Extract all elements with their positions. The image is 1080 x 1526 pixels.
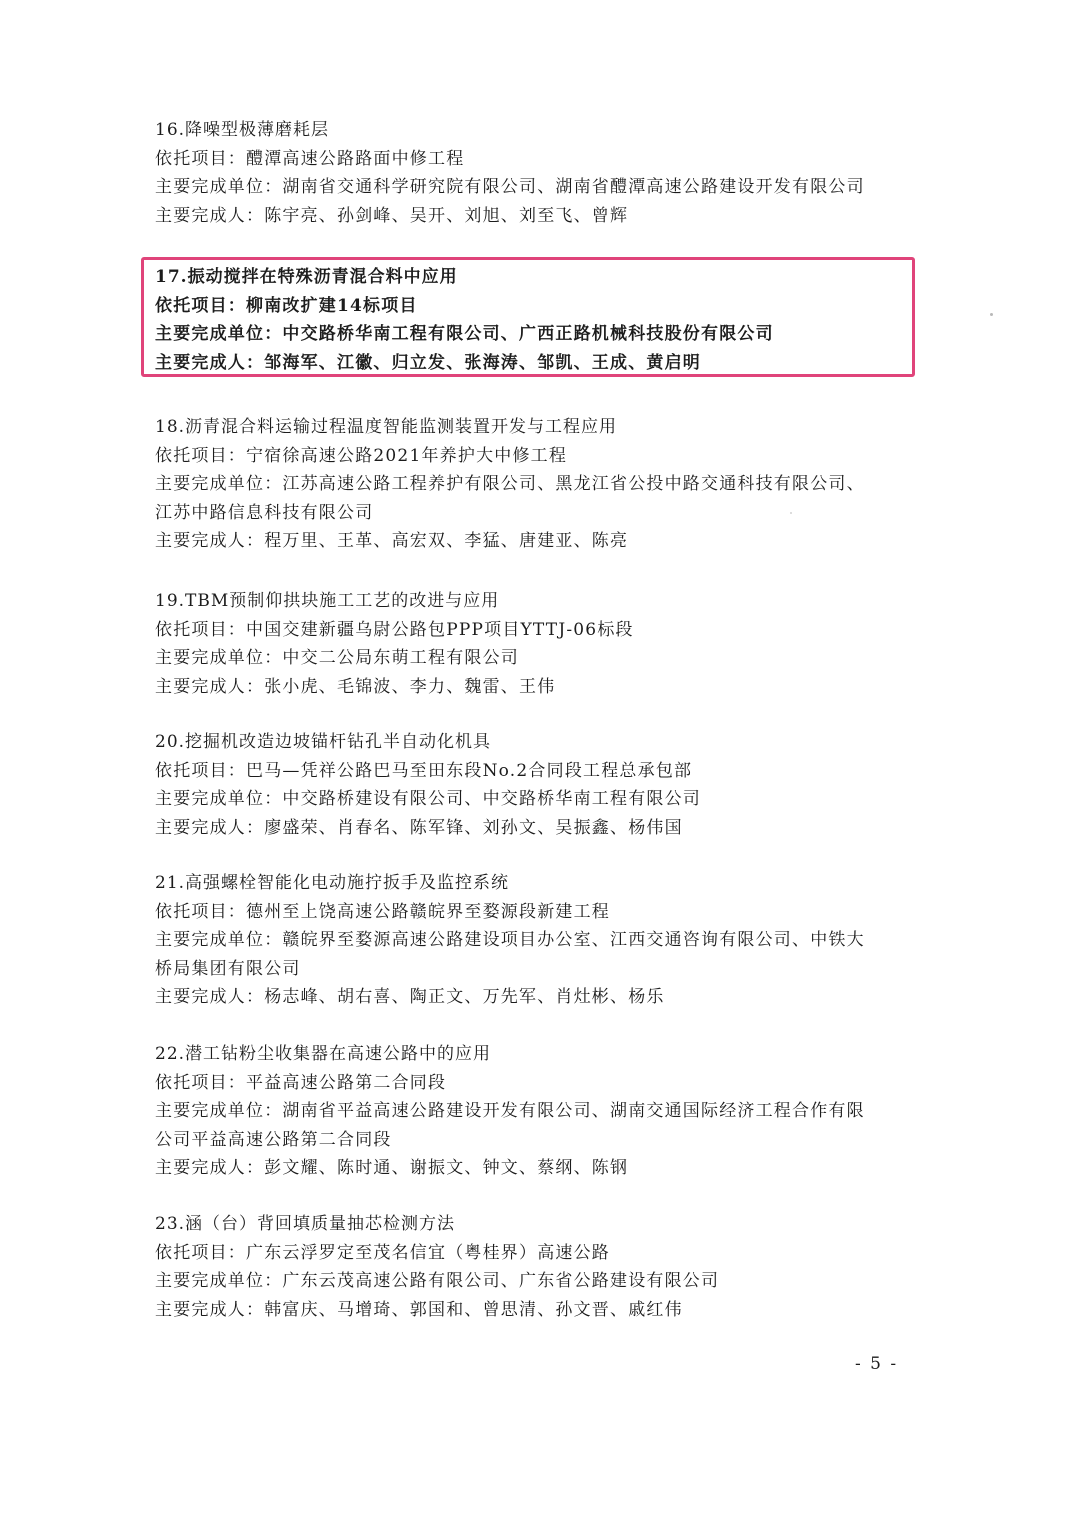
entry-project: 依托项目：宁宿徐高速公路2021年养护大中修工程 bbox=[155, 445, 568, 466]
award-entry-22 bbox=[155, 1040, 925, 1183]
entry-project: 依托项目：平益高速公路第二合同段 bbox=[155, 1072, 447, 1093]
award-entry-16 bbox=[155, 116, 925, 230]
award-entry-20 bbox=[155, 728, 925, 842]
entry-title: 21.高强螺栓智能化电动施拧扳手及监控系统 bbox=[155, 873, 510, 893]
entry-title: 16.降噪型极薄磨耗层 bbox=[155, 120, 330, 140]
entry-people: 主要完成人：程万里、王革、高宏双、李猛、唐建亚、陈亮 bbox=[155, 531, 629, 551]
entry-units: 主要完成单位：广东云茂高速公路有限公司、广东省公路建设有限公司 bbox=[155, 1271, 720, 1291]
entry-units: 主要完成单位：湖南省交通科学研究院有限公司、湖南省醴潭高速公路建设开发有限公司 bbox=[155, 177, 865, 197]
entry-title: 19.TBM预制仰拱块施工工艺的改进与应用 bbox=[155, 591, 500, 611]
entry-project: 依托项目：广东云浮罗定至茂名信宜（粤桂界）高速公路 bbox=[155, 1242, 610, 1263]
award-entry-17 bbox=[155, 263, 925, 377]
entry-units: 主要完成单位：中交路桥华南工程有限公司、广西正路机械科技股份有限公司 bbox=[155, 324, 774, 344]
award-entry-21 bbox=[155, 869, 925, 1012]
entry-people: 主要完成人：杨志峰、胡右喜、陶正文、万先军、肖灶彬、杨乐 bbox=[155, 987, 665, 1007]
entry-people: 主要完成人：彭文耀、陈时通、谢振文、钟文、蔡纲、陈钢 bbox=[155, 1158, 629, 1178]
entry-units: 主要完成单位：中交路桥建设有限公司、中交路桥华南工程有限公司 bbox=[155, 789, 701, 809]
entry-title: 22.潜工钻粉尘收集器在高速公路中的应用 bbox=[155, 1044, 492, 1064]
entry-title: 23.涵（台）背回填质量抽芯检测方法 bbox=[155, 1214, 456, 1234]
entry-units: 主要完成单位：江苏高速公路工程养护有限公司、黑龙江省公投中路交通科技有限公司、 bbox=[155, 474, 865, 494]
entry-title: 17.振动搅拌在特殊沥青混合料中应用 bbox=[155, 267, 458, 287]
entry-units-continued: 江苏中路信息科技有限公司 bbox=[155, 502, 374, 523]
award-entry-23 bbox=[155, 1210, 925, 1324]
page-number: - 5 - bbox=[855, 1354, 899, 1374]
entry-project: 依托项目：德州至上饶高速公路赣皖界至婺源段新建工程 bbox=[155, 901, 610, 922]
entry-units-continued: 公司平益高速公路第二合同段 bbox=[155, 1129, 392, 1150]
entry-units: 主要完成单位：湖南省平益高速公路建设开发有限公司、湖南交通国际经济工程合作有限 bbox=[155, 1101, 865, 1121]
award-entry-19 bbox=[155, 587, 925, 701]
entry-project: 依托项目：醴潭高速公路路面中修工程 bbox=[155, 148, 465, 169]
entry-project: 依托项目：中国交建新疆乌尉公路包PPP项目YTTJ-06标段 bbox=[155, 619, 634, 640]
scan-speck bbox=[790, 512, 792, 514]
entry-units-continued: 桥局集团有限公司 bbox=[155, 958, 301, 979]
entry-project: 依托项目：巴马—凭祥公路巴马至田东段No.2合同段工程总承包部 bbox=[155, 760, 693, 781]
entry-people: 主要完成人：邹海军、江徽、归立发、张海涛、邹凯、王成、黄启明 bbox=[155, 352, 701, 373]
entry-people: 主要完成人：韩富庆、马增琦、郭国和、曾思清、孙文晋、戚红伟 bbox=[155, 1299, 683, 1320]
entry-title: 20.挖掘机改造边坡锚杆钻孔半自动化机具 bbox=[155, 732, 492, 752]
entry-units: 主要完成单位：赣皖界至婺源高速公路建设项目办公室、江西交通咨询有限公司、中铁大 bbox=[155, 930, 865, 950]
entry-people: 主要完成人：张小虎、毛锦波、李力、魏雷、王伟 bbox=[155, 676, 556, 697]
scan-speck bbox=[990, 313, 993, 316]
award-entry-18 bbox=[155, 413, 925, 556]
entry-title: 18.沥青混合料运输过程温度智能监测装置开发与工程应用 bbox=[155, 417, 618, 437]
entry-people: 主要完成人：陈宇亮、孙剑峰、吴开、刘旭、刘至飞、曾辉 bbox=[155, 205, 629, 226]
entry-project: 依托项目：柳南改扩建14标项目 bbox=[155, 295, 418, 316]
entry-units: 主要完成单位：中交二公局东萌工程有限公司 bbox=[155, 648, 519, 668]
entry-people: 主要完成人：廖盛荣、肖春名、陈军锋、刘孙文、吴振鑫、杨伟国 bbox=[155, 817, 683, 838]
